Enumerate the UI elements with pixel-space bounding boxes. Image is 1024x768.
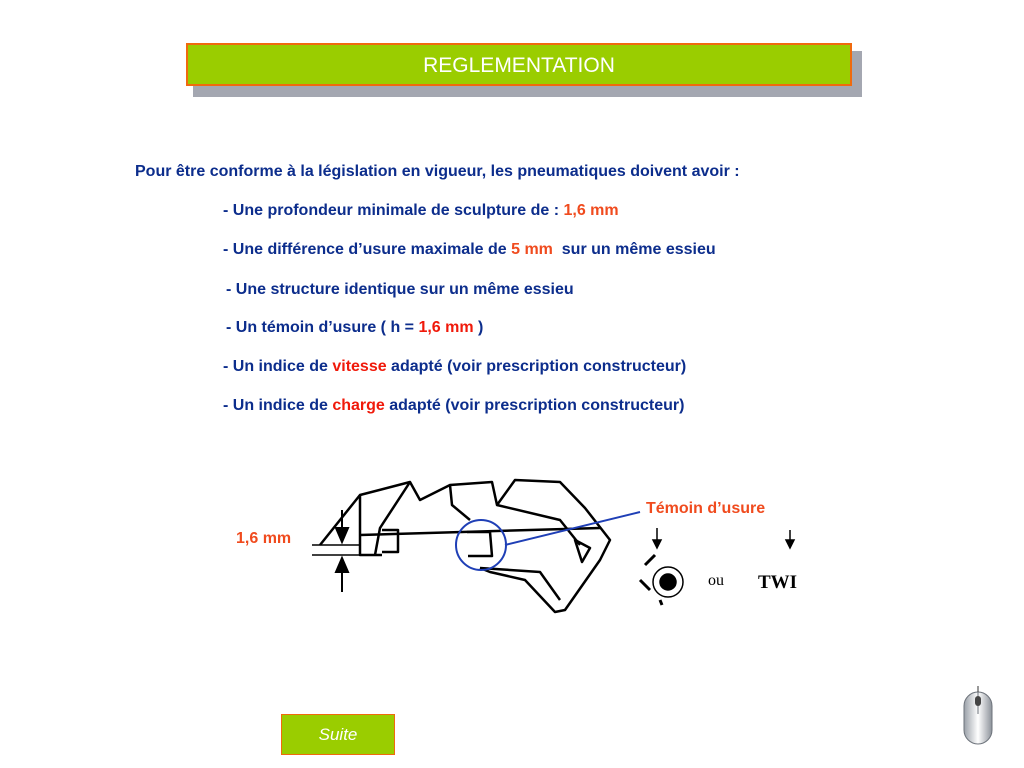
ou-text: ou [708,572,724,589]
depth-label: 1,6 mm [236,530,292,547]
suite-button[interactable]: Suite [281,714,395,755]
tire-mascot-icon [640,528,683,605]
bullet-2: - Une différence d’usure maximale de 5 mm sur un même essieu [223,241,716,258]
intro-text: Pour être conforme à la législation en vigueur, les pneumatiques doivent avoir : [135,163,740,180]
tread-block-drawing [320,480,610,612]
mouse-icon [960,686,996,748]
wear-indicator-circle [456,520,506,570]
bullet-6: - Un indice de charge adapté (voir prescription constructeur) [223,397,685,414]
bullet-4: - Un témoin d’usure ( h = 1,6 mm ) [226,319,484,336]
indicator-pointer-line [505,512,640,545]
wear-indicator-label: Témoin d’usure [646,500,766,517]
twi-text: TWI [758,572,798,593]
bullet-1: - Une profondeur minimale de sculpture de : 1,6 mm [223,202,619,219]
bullet-3: - Une structure identique sur un même essieu [226,281,574,298]
bullet-5: - Un indice de vitesse adapté (voir prescription constructeur) [223,358,687,375]
twi-arrow [786,530,794,548]
page-title: REGLEMENTATION [186,43,852,86]
